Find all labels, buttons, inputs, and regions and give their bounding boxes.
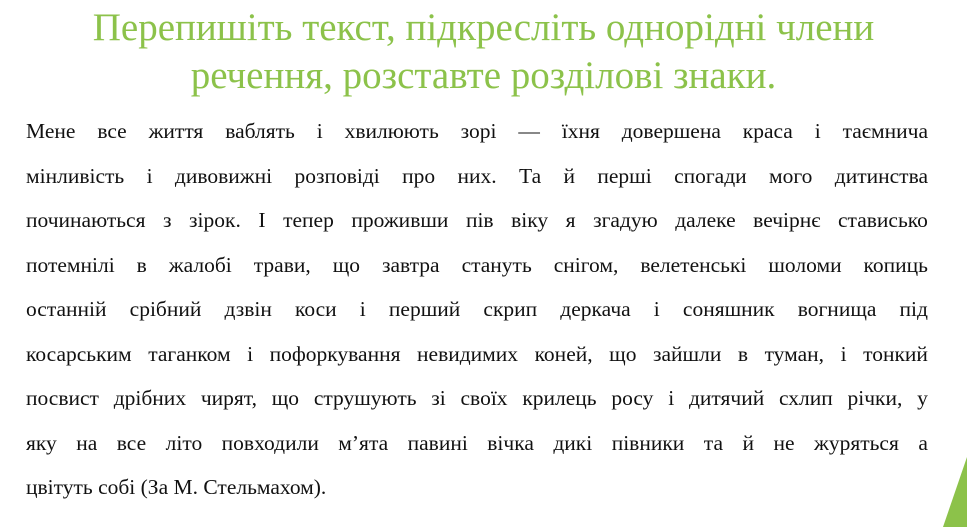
word: віку (511, 208, 549, 232)
word: тепер (283, 208, 334, 232)
word: мого (769, 163, 813, 188)
word: в (737, 341, 749, 366)
word: все (116, 430, 147, 455)
word: півники (611, 430, 685, 455)
word: дивовижні (174, 163, 273, 188)
word: все (97, 119, 127, 143)
word: життя (148, 119, 204, 143)
word: повходили (221, 430, 319, 455)
word: снігом, (553, 252, 619, 277)
word: на (76, 430, 98, 455)
word: коси (294, 297, 337, 321)
text-line (26, 158, 928, 203)
word: велетенські (640, 252, 747, 277)
word: копиць (863, 252, 928, 277)
word: деркача (560, 297, 631, 321)
word: дитинства (834, 163, 928, 188)
exercise-text (26, 113, 928, 514)
task-title (0, 4, 967, 100)
task-title-line-2: речення, розставте розділові знаки. (190, 54, 777, 97)
word: ваблять (225, 119, 295, 143)
word: та (703, 430, 723, 455)
word: в (136, 252, 147, 277)
word: потемнілі (26, 252, 115, 277)
word: трави, (253, 252, 311, 277)
word: спогади (674, 163, 747, 188)
word: чирят, (200, 386, 257, 410)
text-line (26, 247, 928, 292)
word: що (332, 252, 361, 277)
word: пів (465, 208, 494, 232)
word: — (518, 119, 540, 143)
word: дрібних (113, 386, 187, 410)
word: них. (457, 163, 497, 188)
word: не (773, 430, 795, 455)
text-line (26, 336, 928, 381)
word: яку (26, 430, 57, 455)
text-line (26, 425, 928, 470)
text-line (26, 202, 928, 247)
word: жалобі (168, 252, 232, 277)
word: довершена (621, 119, 721, 143)
word: у (917, 386, 928, 410)
word: пофоркування (269, 341, 401, 366)
word: коней, (534, 341, 593, 366)
word: тонкий (863, 341, 928, 366)
word: крилець (522, 386, 597, 410)
word: перший (388, 297, 461, 321)
word: і (653, 297, 660, 321)
word: останній (26, 297, 107, 321)
text-line (26, 291, 928, 336)
word: і (146, 163, 153, 188)
word: з (163, 208, 172, 232)
word: що (271, 386, 300, 410)
word: струшують (313, 386, 417, 410)
word: їхня (561, 119, 600, 143)
text-line (26, 113, 928, 158)
word: зорі (460, 119, 497, 143)
word: дзвін (224, 297, 272, 321)
corner-triangle-decoration (937, 457, 967, 527)
word: росу (611, 386, 654, 410)
word: і (359, 297, 366, 321)
word: павині (407, 430, 468, 455)
word: туман, (764, 341, 825, 366)
word: далеке (675, 208, 736, 232)
word: Та (519, 163, 542, 188)
word: а (918, 430, 928, 455)
word: м’ята (338, 430, 389, 455)
word: згадую (593, 208, 658, 232)
word: і (840, 341, 847, 366)
word: і (247, 341, 254, 366)
word: дикі (553, 430, 593, 455)
word: таганком (148, 341, 231, 366)
word: дитячий (688, 386, 765, 410)
text-line (26, 380, 928, 425)
word: краса (742, 119, 793, 143)
word: стависько (838, 208, 928, 232)
word: і (668, 386, 675, 410)
word: мінливість (26, 163, 125, 188)
word: про (402, 163, 436, 188)
word: І (258, 208, 266, 232)
word: хвилюють (344, 119, 439, 143)
word: проживши (351, 208, 449, 232)
word: соняшник (682, 297, 775, 321)
word: зайшли (653, 341, 722, 366)
word: вогнища (797, 297, 877, 321)
word: схлип (778, 386, 833, 410)
word: зірок. (189, 208, 241, 232)
word: скрип (483, 297, 538, 321)
word: вічка (487, 430, 534, 455)
text-line: цвітуть собі (За М. Стельмахом). (26, 475, 327, 499)
word: й (742, 430, 754, 455)
word: перші (597, 163, 652, 188)
word: завтра (381, 252, 440, 277)
word: я (565, 208, 576, 232)
word: посвист (26, 386, 99, 410)
word: невидимих (417, 341, 519, 366)
word: розповіді (294, 163, 380, 188)
word: косарським (26, 341, 132, 366)
word: починаються (26, 208, 146, 232)
word: шоломи (768, 252, 842, 277)
word: під (899, 297, 928, 321)
word: своїх (460, 386, 508, 410)
task-title-line-1: Перепишіть текст, підкресліть однорідні члени (92, 6, 875, 49)
word: срібний (129, 297, 202, 321)
word: журяться (813, 430, 899, 455)
word: вечірнє (753, 208, 821, 232)
word: зі (431, 386, 446, 410)
word: й (563, 163, 576, 188)
word: Мене (26, 119, 76, 143)
word: літо (165, 430, 203, 455)
word: і (316, 119, 323, 143)
word: річки, (847, 386, 903, 410)
word: що (609, 341, 637, 366)
word: і (814, 119, 821, 143)
word: таємнича (842, 119, 928, 143)
word: стануть (461, 252, 532, 277)
